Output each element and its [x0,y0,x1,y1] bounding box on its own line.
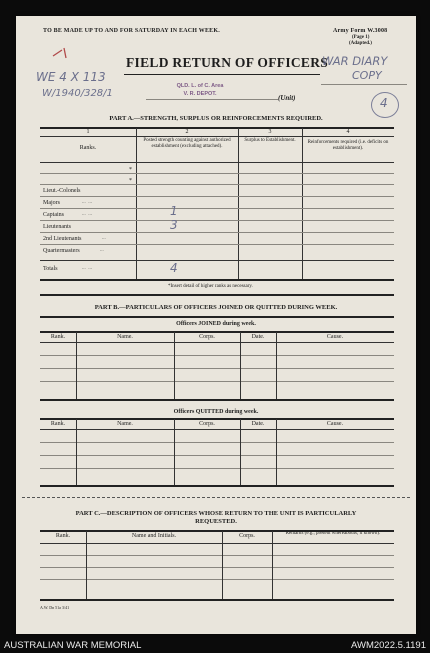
part-c-col-rank: Rank. [55,533,71,539]
title-underline [124,74,320,75]
part-c-col-corps: Corps. [239,533,255,539]
totals-label: Totals [43,266,58,272]
depot-stamp [164,82,236,98]
part-b-heading-rule [40,316,394,318]
row-rule [40,232,394,233]
handwritten-page-number: 4 [380,96,388,110]
copy-underline [321,84,407,85]
joined-col-cause: Cause. [326,334,344,340]
col-surplus-header: Surplus to Establishment. [244,138,296,143]
part-a-bottom-rule [40,279,394,281]
leader-dots: ... ... [82,212,92,217]
row-rule [40,196,394,197]
col-divider [86,531,87,599]
stamp-line-1: QLD. L. of C. Area [176,83,224,89]
archive-footer [0,638,430,653]
row-rule [40,567,394,568]
col-number-2: 2 [185,129,189,135]
part-c-col-name: Name and Initials. [131,533,177,539]
col-posted-header: Posted strength counting against authorized establishment (excluding attached). [143,138,231,149]
rank-label: Lieutenants [43,224,71,230]
handwritten-reference-2: W/1940/328/1 [42,88,113,99]
joined-col-corps: Corps. [199,334,215,340]
row-rule [40,173,394,174]
col-divider [272,531,273,599]
col-divider [240,332,241,399]
part-c-col-remarks: Remarks (e.g., present whereabouts, if known). [285,531,381,536]
col-divider [276,332,277,399]
part-a-col-divider-2 [238,128,239,279]
row-rule [40,208,394,209]
row-rule [40,455,394,456]
quitted-col-rank: Rank. [50,421,66,427]
col-number-1: 1 [86,129,90,135]
quitted-table-bottom [40,485,394,487]
asterisk-row-1: * [129,167,132,173]
red-tick-mark [50,44,74,62]
footer-accession-number: AWM2022.5.1191 [351,640,426,651]
leader-dots: ... [102,236,106,241]
part-b-heading: PART B.—PARTICULARS OF OFFICERS JOINED OR QUITTED DURING WEEK. [94,304,338,311]
handwritten-totals-count: 4 [170,261,178,275]
joined-col-date: Date. [251,334,265,340]
row-rule [40,442,394,443]
quitted-col-cause: Cause. [326,421,344,427]
rank-label: 2nd Lieutenants [43,236,82,242]
adapted-note: (Adapted.) [349,41,372,46]
joined-table-top [40,331,394,333]
handwritten-captains-count: 1 [170,204,178,218]
handwritten-reference-1: WE 4 X 113 [36,70,106,84]
leader-dots: ... ... [82,200,92,205]
page-number: (Page 1) [352,35,370,40]
rank-label: Captains [43,212,64,218]
row-rule [40,355,394,356]
tear-off-line [22,497,410,498]
leader-dots: ... [100,248,104,253]
part-a-footnote: *Insert detail of higher ranks as necessary. [168,284,253,289]
part-a-number-rule [40,136,394,137]
top-note: TO BE MADE UP TO AND FOR SATURDAY IN EACH WEEK. [43,28,220,34]
part-b-top-rule [40,294,394,296]
handwritten-war-diary: WAR DIARY [322,54,388,68]
quitted-col-name: Name. [117,421,133,427]
part-a-col-divider-1 [136,128,137,279]
joined-table-bottom [40,399,394,401]
col-divider [276,419,277,485]
col-divider [174,419,175,485]
row-rule [40,368,394,369]
army-form-number: Army Form W.3008 [333,28,388,34]
joined-col-name: Name. [117,334,133,340]
joined-header-rule [40,342,394,343]
part-c-header-rule [40,543,394,544]
joined-col-rank: Rank. [50,334,66,340]
col-ranks-header: Ranks. [79,145,97,151]
stamp-line-2: V. R. DEPOT. [183,91,217,97]
quitted-title: Officers QUITTED during week. [173,409,259,415]
rank-label: Quartermasters [43,248,80,254]
unit-label: (Unit) [278,94,296,102]
print-code: A.W. Dn 51a 3/41 [40,605,70,610]
unit-line [146,99,278,100]
leader-dots: ... ... [82,266,92,271]
footer-institution: AUSTRALIAN WAR MEMORIAL [4,640,142,651]
col-divider [174,332,175,399]
row-rule [40,579,394,580]
row-rule [40,184,394,185]
quitted-header-rule [40,429,394,430]
col-divider [222,531,223,599]
col-divider [76,419,77,485]
asterisk-row-2: * [129,178,132,184]
col-divider [76,332,77,399]
part-c-table-bottom [40,599,394,601]
row-rule [40,468,394,469]
row-rule [40,555,394,556]
quitted-col-corps: Corps. [199,421,215,427]
page-title: FIELD RETURN OF OFFICERS [126,55,329,70]
col-divider [240,419,241,485]
row-rule [40,220,394,221]
quitted-col-date: Date. [251,421,265,427]
handwritten-lieutenants-count: 3 [170,218,178,232]
form-sheet [16,16,416,634]
col-reinforcements-header: Reinforcements required (i.e. deficits on establishment). [307,140,389,151]
joined-title: Officers JOINED during week. [176,321,256,327]
col-number-4: 4 [346,129,350,135]
rank-label: Majors [43,200,60,206]
col-number-3: 3 [268,129,272,135]
part-a-totals-rule [40,260,394,261]
handwritten-copy: COPY [352,69,382,82]
rank-label: Lieut.-Colonels [43,188,81,194]
row-rule [40,244,394,245]
part-a-header-rule [40,162,394,163]
quitted-table-top [40,418,394,420]
part-a-heading: PART A.—STRENGTH, SURPLUS OR REINFORCEMENTS REQUIRED. [109,115,323,122]
part-c-heading [16,510,416,526]
part-c-heading-line-2: REQUESTED. [195,518,237,525]
part-c-heading-line-1: PART C.—DESCRIPTION OF OFFICERS WHOSE RETURN TO THE UNIT IS PARTICULARLY [75,510,357,517]
row-rule [40,381,394,382]
part-a-col-divider-3 [302,128,303,279]
